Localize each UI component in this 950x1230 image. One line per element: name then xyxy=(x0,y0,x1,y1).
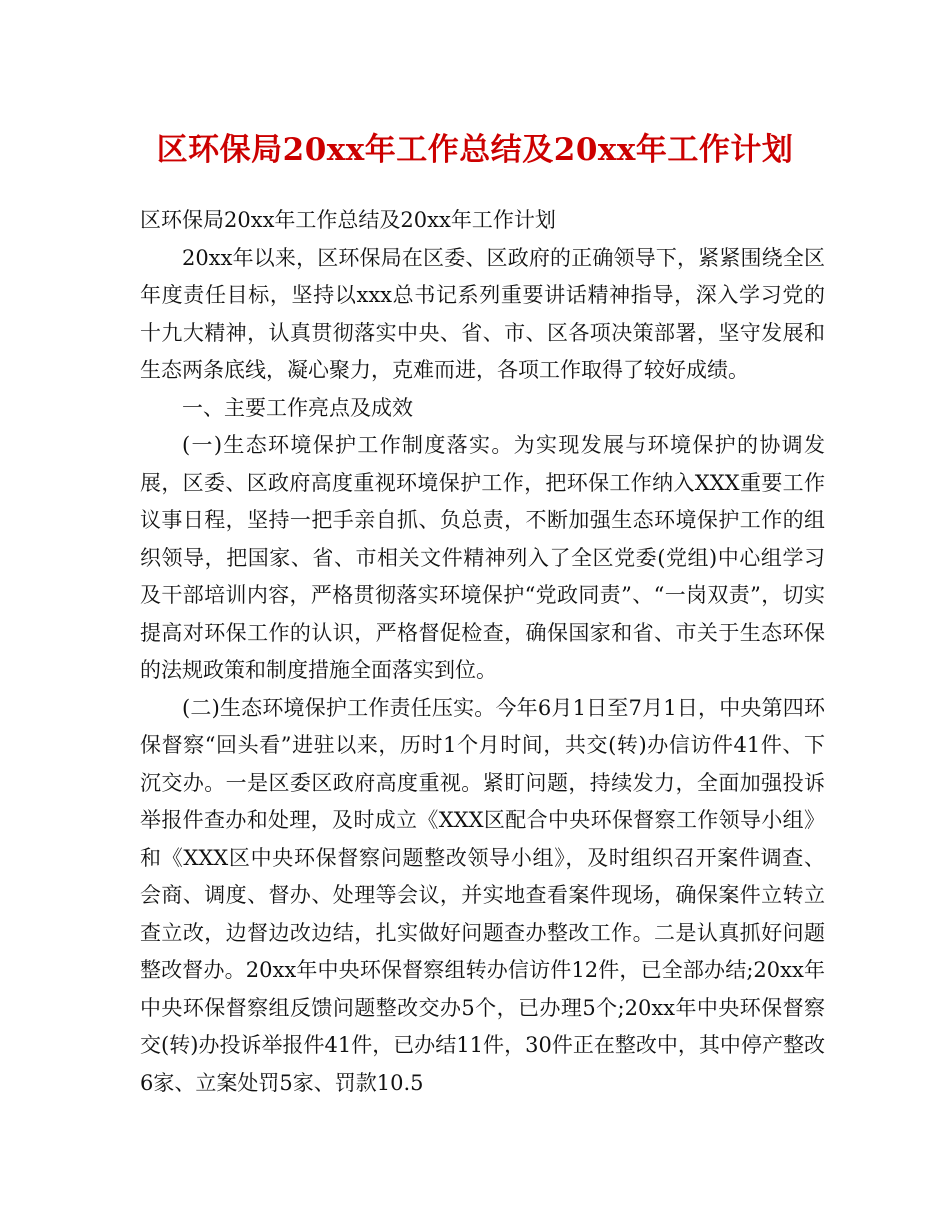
section-heading: 一、主要工作亮点及成效 xyxy=(182,395,413,420)
body-paragraph: (二)生态环境保护工作责任压实。今年6月1日至7月1日，中央第四环保督察“回头看”进驻以来，历时1个月时间，共交(转)办信访件41件、下沉交办。一是区委区政府高度重视。紧盯问题，持续发力，全面加强投诉举报件查办和处理，及时成立《XXX区配合中央环保督察工作领导小组》和《XXX区中央环保督察问题整改领导小组》，及时组织召开案件调查、会商、调度、督办、处理等会议，并实地查看案件现场，确保案件立转立查立改，边督边改边结，扎实做好问题查办整改工作。二是认真抓好问题整改督办。20xx年中央环保督察组转办信访件12件，已全部办结;20xx年中央环保督察组反馈问题整改交办5个，已办理5个;20xx年中央环保督察交(转)办投诉举报件41件，已办结11件，30件正在整改中，其中停产整改6家、立案处罚5家、罚款10.5 xyxy=(140,695,825,1095)
intro-paragraph: 20xx年以来，区环保局在区委、区政府的正确领导下，紧紧围绕全区年度责任目标，坚持以xxx总书记系列重要讲话精神指导，深入学习党的十九大精神，认真贯彻落实中央、省、市、区各项决策部署，坚守发展和生态两条底线，凝心聚力，克难而进，各项工作取得了较好成绩。 xyxy=(140,245,825,382)
body-paragraph: (一)生态环境保护工作制度落实。为实现发展与环境保护的协调发展，区委、区政府高度重视环境保护工作，把环保工作纳入XXX重要工作议事日程，坚持一把手亲自抓、负总责，不断加强生态环境保护工作的组织领导，把国家、省、市相关文件精神列入了全区党委(党组)中心组学习及干部培训内容，严格贯彻落实环境保护“党政同责”、“一岗双责”，切实提高对环保工作的认识，严格督促检查，确保国家和省、市关于生态环保的法规政策和制度措施全面落实到位。 xyxy=(140,433,825,682)
document-title: 区环保局20xx年工作总结及20xx年工作计划 xyxy=(156,132,794,168)
subtitle-paragraph: 区环保局20xx年工作总结及20xx年工作计划 xyxy=(140,208,556,232)
document-body xyxy=(140,202,825,1102)
